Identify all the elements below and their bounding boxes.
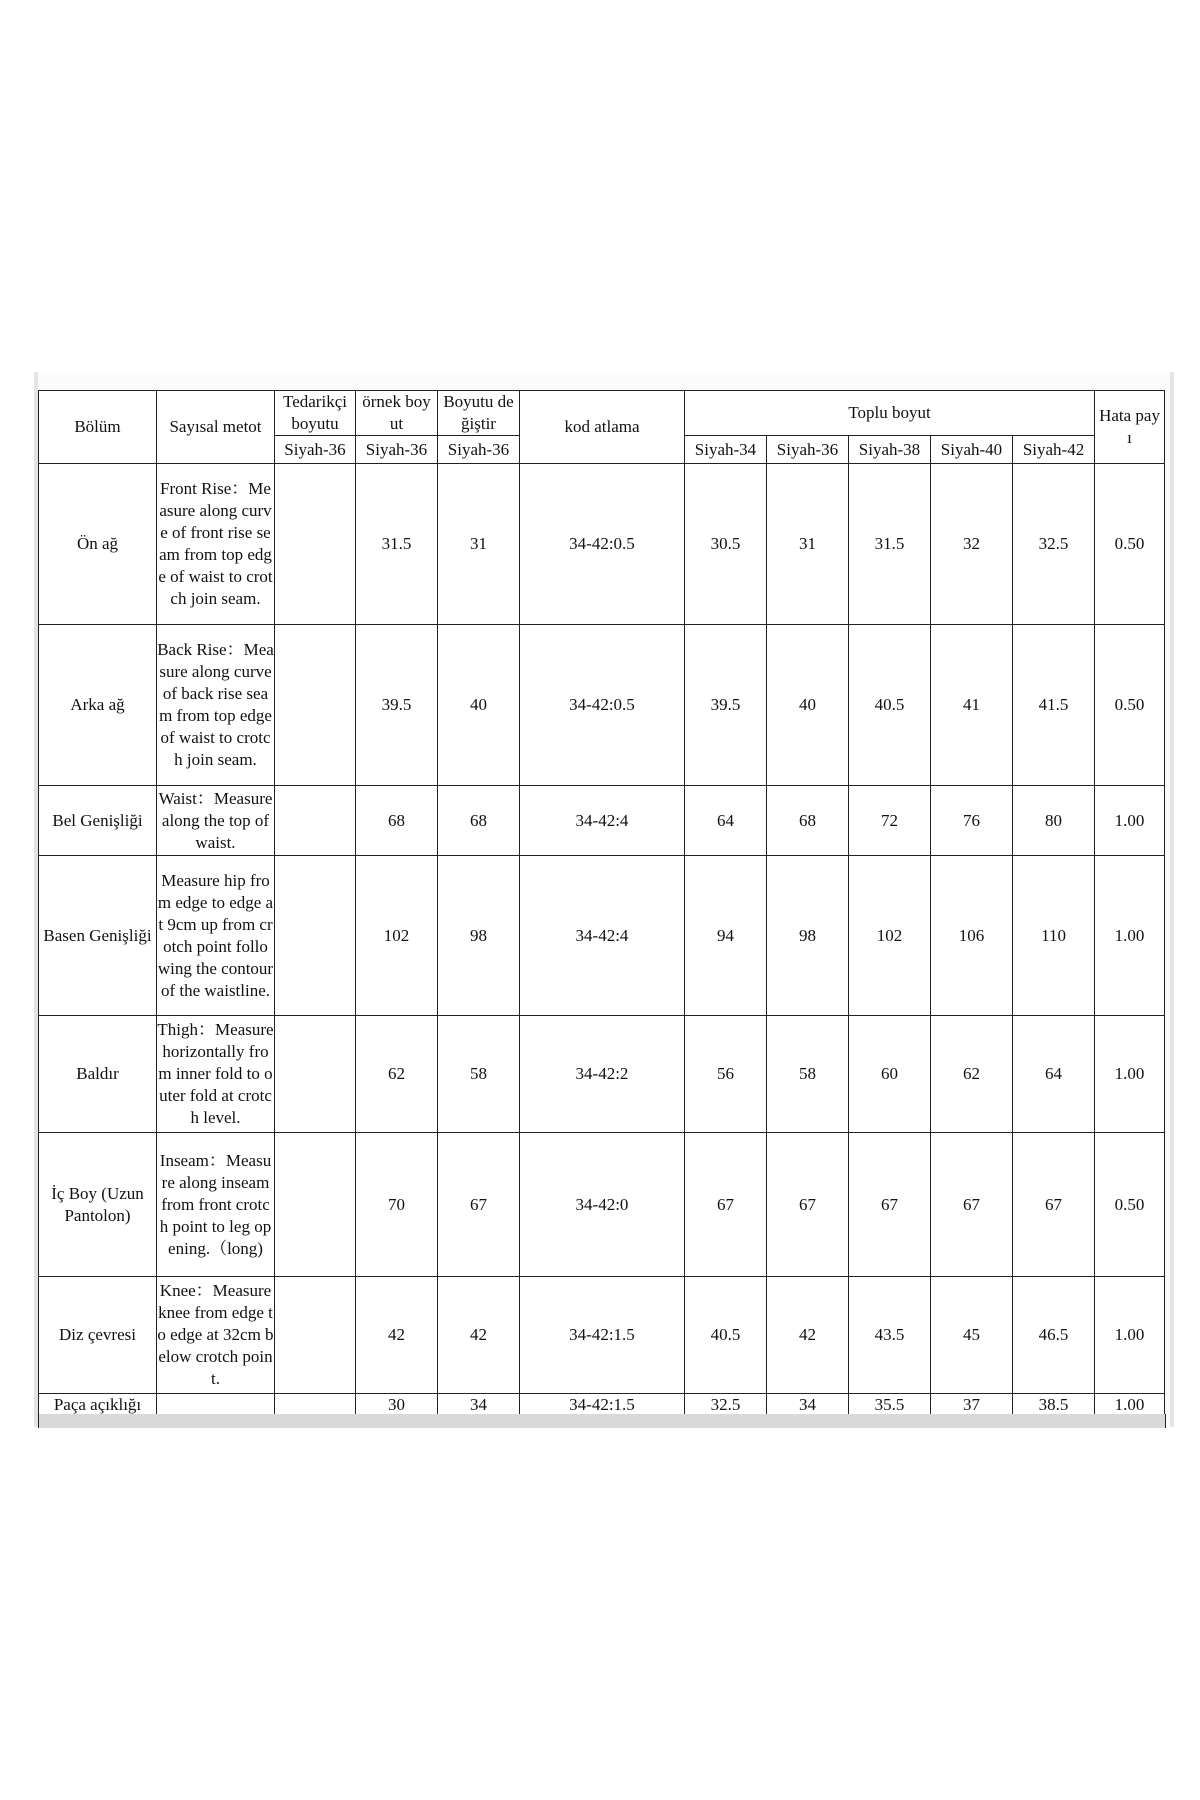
bulk-cell: 40.5 xyxy=(849,625,931,786)
table-row xyxy=(39,1133,1165,1277)
bulk-cell: 62 xyxy=(931,1016,1013,1133)
sample-cell: 62 xyxy=(356,1016,438,1133)
header-bolum: Bölüm xyxy=(39,391,157,464)
table-row xyxy=(39,1277,1165,1394)
size-spec-table xyxy=(38,390,1165,1417)
method-text: Knee：Measure knee from edge to edge at 32cm below crotch point. xyxy=(157,1277,275,1394)
supplier-cell xyxy=(275,1133,356,1277)
code-cell: 34-42:4 xyxy=(520,856,685,1016)
bulk-cell: 38.5 xyxy=(1013,1394,1095,1417)
sample-cell: 42 xyxy=(356,1277,438,1394)
tolerance-cell: 1.00 xyxy=(1095,1016,1165,1133)
bulk-cell: 31.5 xyxy=(849,464,931,625)
bulk-cell: 60 xyxy=(849,1016,931,1133)
header-sayisal-metot: Sayısal metot xyxy=(157,391,275,464)
bulk-cell: 72 xyxy=(849,786,931,856)
method-text: Waist：Measure along the top of waist. xyxy=(157,786,275,856)
section-label: Paça açıklığı xyxy=(39,1394,157,1417)
sample-cell: 31.5 xyxy=(356,464,438,625)
sample-cell: 102 xyxy=(356,856,438,1016)
changed-cell: 58 xyxy=(438,1016,520,1133)
sample-cell: 30 xyxy=(356,1394,438,1417)
changed-cell: 98 xyxy=(438,856,520,1016)
supplier-cell xyxy=(275,856,356,1016)
method-text: Back Rise：Measure along curve of back rise seam from top edge of waist to crotch join seam. xyxy=(157,625,275,786)
bulk-cell: 102 xyxy=(849,856,931,1016)
header-bulk-size: Siyah-38 xyxy=(849,436,931,464)
bulk-cell: 32.5 xyxy=(685,1394,767,1417)
section-label: İç Boy (Uzun Pantolon) xyxy=(39,1133,157,1277)
table-row xyxy=(39,786,1165,856)
sample-cell: 70 xyxy=(356,1133,438,1277)
bulk-cell: 31 xyxy=(767,464,849,625)
tolerance-cell: 1.00 xyxy=(1095,786,1165,856)
supplier-cell xyxy=(275,625,356,786)
header-toplu-boyut: Toplu boyut xyxy=(685,391,1095,436)
bulk-cell: 41 xyxy=(931,625,1013,786)
supplier-cell xyxy=(275,464,356,625)
code-cell: 34-42:2 xyxy=(520,1016,685,1133)
section-label: Diz çevresi xyxy=(39,1277,157,1394)
supplier-cell xyxy=(275,1277,356,1394)
table-footer-strip xyxy=(38,1414,1166,1428)
code-cell: 34-42:0.5 xyxy=(520,625,685,786)
header-bulk-size: Siyah-42 xyxy=(1013,436,1095,464)
bulk-cell: 106 xyxy=(931,856,1013,1016)
changed-cell: 40 xyxy=(438,625,520,786)
tolerance-cell: 0.50 xyxy=(1095,1133,1165,1277)
bulk-cell: 35.5 xyxy=(849,1394,931,1417)
bulk-cell: 39.5 xyxy=(685,625,767,786)
sample-cell: 39.5 xyxy=(356,625,438,786)
supplier-cell xyxy=(275,786,356,856)
changed-cell: 34 xyxy=(438,1394,520,1417)
bulk-cell: 64 xyxy=(1013,1016,1095,1133)
table-row xyxy=(39,625,1165,786)
bulk-cell: 76 xyxy=(931,786,1013,856)
section-label: Bel Genişliği xyxy=(39,786,157,856)
tolerance-cell: 1.00 xyxy=(1095,1277,1165,1394)
code-cell: 34-42:0 xyxy=(520,1133,685,1277)
method-text: Thigh：Measure horizontally from inner fold to outer fold at crotch level. xyxy=(157,1016,275,1133)
method-text: Measure hip from edge to edge at 9cm up from crotch point following the contour of the waistline. xyxy=(157,856,275,1016)
bulk-cell: 41.5 xyxy=(1013,625,1095,786)
header-sample-size: Siyah-36 xyxy=(356,436,438,464)
header-tedarikci-boyutu: Tedarikçi boyutu xyxy=(275,391,356,436)
header-changed-size: Siyah-36 xyxy=(438,436,520,464)
header-bulk-size: Siyah-34 xyxy=(685,436,767,464)
code-cell: 34-42:0.5 xyxy=(520,464,685,625)
code-cell: 34-42:4 xyxy=(520,786,685,856)
section-label: Ön ağ xyxy=(39,464,157,625)
bulk-cell: 42 xyxy=(767,1277,849,1394)
bulk-cell: 64 xyxy=(685,786,767,856)
bulk-cell: 43.5 xyxy=(849,1277,931,1394)
header-boyutu-degistir: Boyutu de ğiştir xyxy=(438,391,520,436)
code-cell: 34-42:1.5 xyxy=(520,1394,685,1417)
bulk-cell: 46.5 xyxy=(1013,1277,1095,1394)
changed-cell: 68 xyxy=(438,786,520,856)
sample-cell: 68 xyxy=(356,786,438,856)
bulk-cell: 32.5 xyxy=(1013,464,1095,625)
changed-cell: 67 xyxy=(438,1133,520,1277)
supplier-cell xyxy=(275,1016,356,1133)
tolerance-cell: 1.00 xyxy=(1095,856,1165,1016)
tolerance-cell: 0.50 xyxy=(1095,625,1165,786)
method-text: Front Rise：Measure along curve of front rise seam from top edge of waist to crotch join seam. xyxy=(157,464,275,625)
header-supplier-size: Siyah-36 xyxy=(275,436,356,464)
table-row xyxy=(39,464,1165,625)
bulk-cell: 80 xyxy=(1013,786,1095,856)
bulk-cell: 32 xyxy=(931,464,1013,625)
bulk-cell: 67 xyxy=(767,1133,849,1277)
bulk-cell: 110 xyxy=(1013,856,1095,1016)
bulk-cell: 56 xyxy=(685,1016,767,1133)
bulk-cell: 67 xyxy=(849,1133,931,1277)
header-row-1 xyxy=(39,391,1165,436)
bulk-cell: 68 xyxy=(767,786,849,856)
bulk-cell: 37 xyxy=(931,1394,1013,1417)
bulk-cell: 94 xyxy=(685,856,767,1016)
method-text: Inseam：Measure along inseam from front crotch point to leg opening.（long) xyxy=(157,1133,275,1277)
tolerance-cell: 1.00 xyxy=(1095,1394,1165,1417)
bulk-cell: 67 xyxy=(1013,1133,1095,1277)
header-hata-payi: Hata pay ı xyxy=(1095,391,1165,464)
bulk-cell: 58 xyxy=(767,1016,849,1133)
changed-cell: 31 xyxy=(438,464,520,625)
bulk-cell: 67 xyxy=(685,1133,767,1277)
header-ornek-boyut: örnek boy ut xyxy=(356,391,438,436)
section-label: Baldır xyxy=(39,1016,157,1133)
bulk-cell: 40 xyxy=(767,625,849,786)
code-cell: 34-42:1.5 xyxy=(520,1277,685,1394)
table-row xyxy=(39,1016,1165,1133)
header-kod-atlama: kod atlama xyxy=(520,391,685,464)
bulk-cell: 67 xyxy=(931,1133,1013,1277)
bulk-cell: 34 xyxy=(767,1394,849,1417)
bulk-cell: 30.5 xyxy=(685,464,767,625)
tolerance-cell: 0.50 xyxy=(1095,464,1165,625)
changed-cell: 42 xyxy=(438,1277,520,1394)
section-label: Basen Genişliği xyxy=(39,856,157,1016)
section-label: Arka ağ xyxy=(39,625,157,786)
bulk-cell: 40.5 xyxy=(685,1277,767,1394)
bulk-cell: 45 xyxy=(931,1277,1013,1394)
header-bulk-size: Siyah-40 xyxy=(931,436,1013,464)
header-bulk-size: Siyah-36 xyxy=(767,436,849,464)
bulk-cell: 98 xyxy=(767,856,849,1016)
table-row xyxy=(39,856,1165,1016)
